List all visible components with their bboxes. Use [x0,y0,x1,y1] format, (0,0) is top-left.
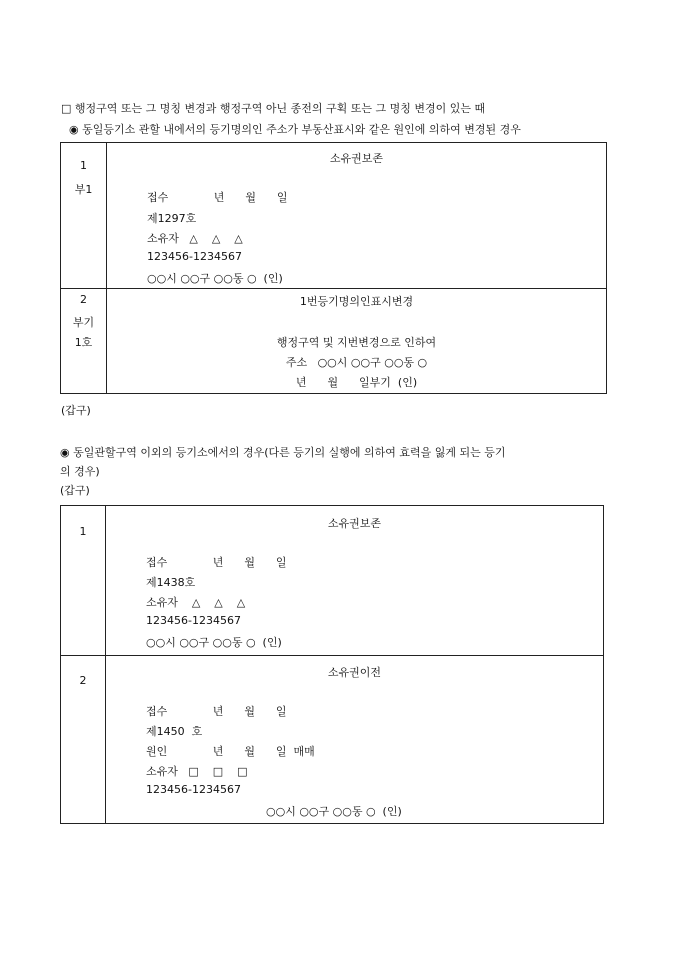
page-heading: □ 행정구역 또는 그 명칭 변경과 행정구역 아닌 종전의 구획 또는 그 명칭 변경이 있는 때 [61,102,486,115]
owner-address: ○○시 ○○구 ○○동 ○ (인) [146,636,282,649]
receipt-number: 제1450 호 [146,725,203,738]
table1-row-divider [61,288,606,289]
changed-address: 주소 ○○시 ○○구 ○○동 ○ [285,356,428,369]
owner-line: 소유자 △ △ △ [146,596,246,609]
transfer-cause: 원인 년 월 일 매매 [146,745,315,758]
registration-purpose: 소유권보존 [329,152,384,165]
row-sub-number: 부1 [74,183,93,196]
owner-id-number: 123456-1234567 [147,250,242,263]
section2-title-line2: 의 경우) [60,465,100,478]
receipt-number: 제1297호 [147,212,197,225]
row-number: 2 [80,293,87,306]
section2-title-line1: ◉ 동일관할구역 이외의 등기소에서의 경우(다른 등기의 실행에 의하여 효력을 잃게 되는 등기 [60,446,506,459]
receipt-date: 접수 년 월 일 [146,556,287,569]
registration-purpose: 소유권보존 [327,517,382,530]
section1-gap-label: (갑구) [61,404,91,417]
register-table-2 [60,505,604,824]
owner-line: 소유자 □ □ □ [146,765,248,778]
registration-purpose: 1번등기명의인표시변경 [299,295,414,308]
owner-address: ○○시 ○○구 ○○동 ○ (인) [147,272,283,285]
row-number: 1 [79,525,87,538]
receipt-date: 접수 년 월 일 [146,705,287,718]
section1-title: ◉ 동일등기소 관할 내에서의 등기명의인 주소가 부동산표시와 같은 원인에 의하여 변경된 경우 [69,123,521,136]
row-sub-number: 1호 [74,336,93,349]
change-reason: 행정구역 및 지번변경으로 인하여 [276,336,437,349]
row-number: 2 [79,674,87,687]
table2-row-divider [61,655,603,656]
owner-id-number: 123456-1234567 [146,783,241,796]
section2-gap-label: (갑구) [60,484,90,497]
row-number: 1 [80,159,87,172]
register-table-1 [60,142,607,394]
receipt-number: 제1438호 [146,576,196,589]
row-sub-label: 부기 [72,316,95,329]
registration-purpose: 소유권이전 [327,666,382,679]
owner-line: 소유자 △ △ △ [147,232,243,245]
annotation-date: 년 월 일부기 (인) [295,376,418,389]
owner-id-number: 123456-1234567 [146,614,241,627]
owner-address: ○○시 ○○구 ○○동 ○ (인) [266,805,402,818]
receipt-date: 접수 년 월 일 [147,191,288,204]
